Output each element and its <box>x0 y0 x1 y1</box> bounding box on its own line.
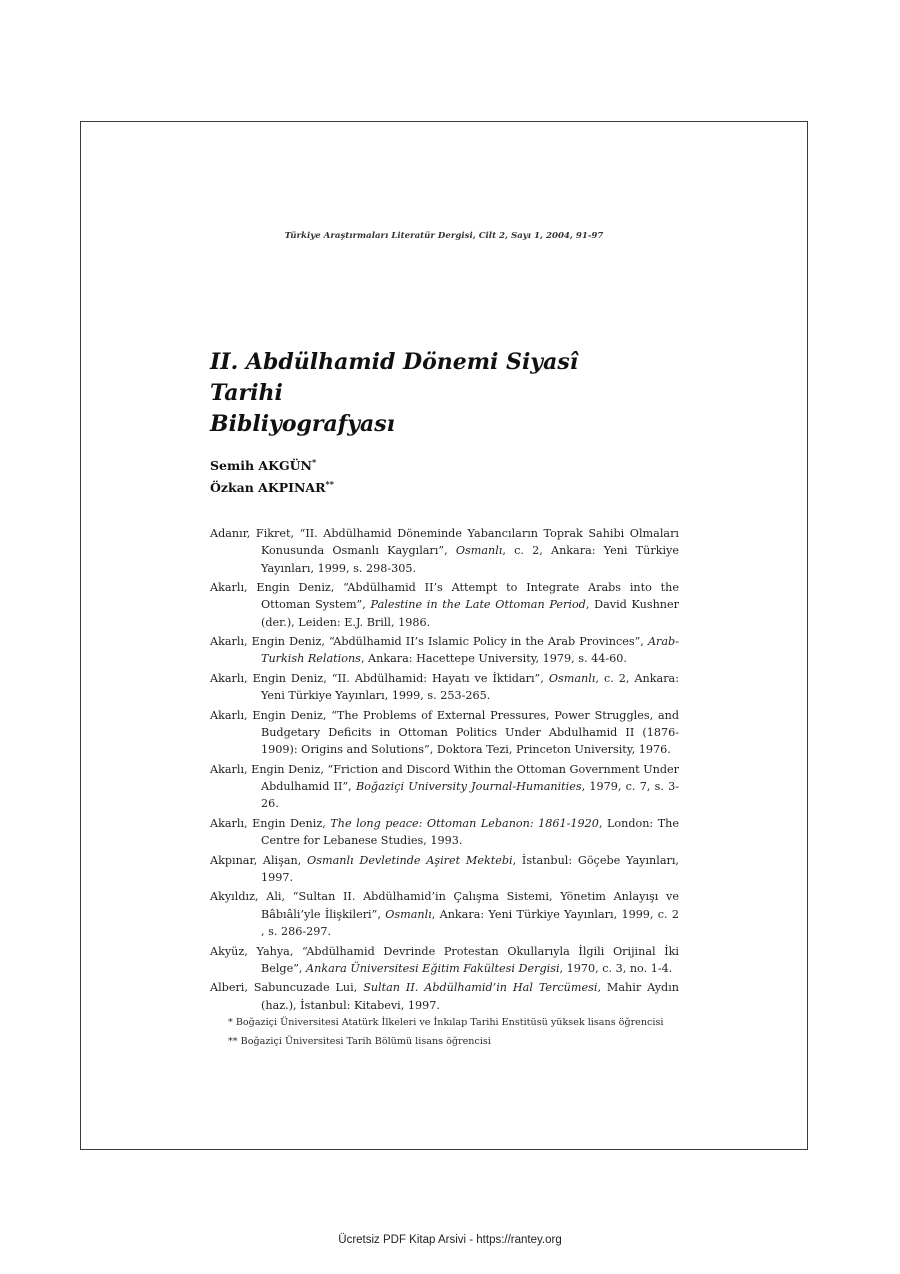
page-footer: Ücretsiz PDF Kitap Arsivi - https://rantey.org <box>338 1234 562 1246</box>
entry-text: Adanır, Fikret, “II. Abdülhamid Döneminde Yabancıların Toprak Sahibi Olmaları Konusunda Osmanlı Kaygıları”, <box>210 527 679 558</box>
entry-text: Akarlı, Engin Deniz, “The Problems of External Pressures, Power Struggles, and Budgetary Deficits in Ottoman Politics Under Abdulhamid II (1876-1909): Origins and Solutions”, Doktora Tezi, Princeton University, 1976. <box>210 708 679 757</box>
author-footnote-mark: * <box>311 456 317 467</box>
entry-text: Akyıldız, Ali, “Sultan II. Abdülhamid’in Çalışma Sistemi, Yönetim Anlayışı ve Bâbıâli’yle İlişkileri”, <box>210 890 679 921</box>
entry-title: Arab-Turkish Relations <box>261 635 679 666</box>
entry-text: , c. 2, Ankara: Yeni Türkiye Yayınları, 1999, s. 298-305. <box>261 544 679 575</box>
entry-title: Ankara Üniversitesi Eğitim Fakültesi Dergisi <box>306 961 560 975</box>
bibliography-entry <box>210 888 679 940</box>
bibliography-list <box>210 525 679 1016</box>
entry-text: , London: The Centre for Lebanese Studies, 1993. <box>261 816 679 848</box>
bibliography-entry <box>210 579 679 631</box>
author-list <box>210 455 630 499</box>
bibliography-entry <box>210 761 679 813</box>
bibliography-entry <box>210 670 679 705</box>
entry-title: Osmanlı <box>455 544 503 558</box>
entry-title: Osmanlı Devletinde Aşiret Mektebi <box>307 853 513 867</box>
article-title <box>210 347 650 440</box>
entry-text: , 1979, c. 7, s. 3-26. <box>261 780 679 811</box>
entry-title: Boğaziçi University Journal-Humanities <box>355 780 582 794</box>
bibliography-entry <box>210 979 679 1014</box>
entry-text: , Ankara: Yeni Türkiye Yayınları, 1999, c. 2 , s. 286-297. <box>261 907 680 939</box>
entry-text: , Ankara: Hacettepe University, 1979, s. 44-60. <box>360 652 627 666</box>
entry-title: Palestine in the Late Ottoman Period <box>370 598 586 612</box>
running-head: Türkiye Araştırmaları Literatür Dergisi, Cilt 2, Sayı 1, 2004, 91-97 <box>284 231 604 241</box>
entry-text: Akyüz, Yahya, “Abdülhamid Devrinde Protestan Okullarıyla İlgili Orijinal İki Belge”, <box>210 944 679 975</box>
footnote: ** Boğaziçi Üniversitesi Tarih Bölümü lisans öğrencisi <box>228 1035 491 1047</box>
entry-title: Osmanlı <box>385 907 432 921</box>
author-name: Semih AKGÜN <box>210 458 312 473</box>
entry-text: Akarlı, Engin Deniz, “Abdülhamid II’s Attempt to Integrate Arabs into the Ottoman System”, <box>210 581 679 612</box>
entry-text: , David Kushner (der.), Leiden: E.J. Brill, 1986. <box>261 598 679 629</box>
author <box>210 477 630 499</box>
bibliography-entry <box>210 525 679 577</box>
entry-text: Akarlı, Engin Deniz, “II. Abdülhamid: Hayatı ve İktidarı”, <box>210 671 549 685</box>
author-name: Özkan AKPINAR <box>210 480 326 495</box>
bibliography-entry <box>210 707 679 759</box>
entry-text: , 1970, c. 3, no. 1-4. <box>559 961 673 975</box>
entry-title: The long peace: Ottoman Lebanon: 1861-1920 <box>330 816 599 830</box>
entry-text: Akarlı, Engin Deniz, <box>210 816 331 830</box>
entry-title: Osmanlı <box>548 671 596 685</box>
footnote: * Boğaziçi Üniversitesi Atatürk İlkeleri ve İnkılap Tarihi Enstitüsü yüksek lisans öğrencisi <box>228 1017 664 1028</box>
entry-text: Akpınar, Alişan, <box>210 853 308 867</box>
entry-text: , c. 2, Ankara: Yeni Türkiye Yayınları, 1999, s. 253-265. <box>261 671 679 703</box>
bibliography-entry <box>210 815 679 850</box>
entry-text: , Mahir Aydın (haz.), İstanbul: Kitabevi, 1997. <box>261 981 679 1012</box>
author-footnote-mark: ** <box>325 478 334 489</box>
title-line-1: II. Abdülhamid Dönemi Siyasî Tarihi <box>210 349 579 406</box>
entry-text: Akarlı, Engin Deniz, “Friction and Discord Within the Ottoman Government Under Abdulhamid II”, <box>210 762 679 794</box>
entry-title: Sultan II. Abdülhamid’in Hal Tercümesi <box>363 981 598 995</box>
bibliography-entry <box>210 633 679 668</box>
entry-text: Akarlı, Engin Deniz, “Abdülhamid II’s Islamic Policy in the Arab Provinces”, <box>210 635 648 649</box>
title-line-2: Bibliyografyası <box>210 411 395 437</box>
bibliography-entry <box>210 852 679 887</box>
entry-text: Alberi, Sabuncuzade Lui, <box>210 981 364 995</box>
page-frame <box>80 121 808 1150</box>
bibliography-entry <box>210 943 679 978</box>
footnotes <box>228 1015 679 1052</box>
author <box>210 455 630 477</box>
entry-text: , İstanbul: Göçebe Yayınları, 1997. <box>261 853 679 884</box>
